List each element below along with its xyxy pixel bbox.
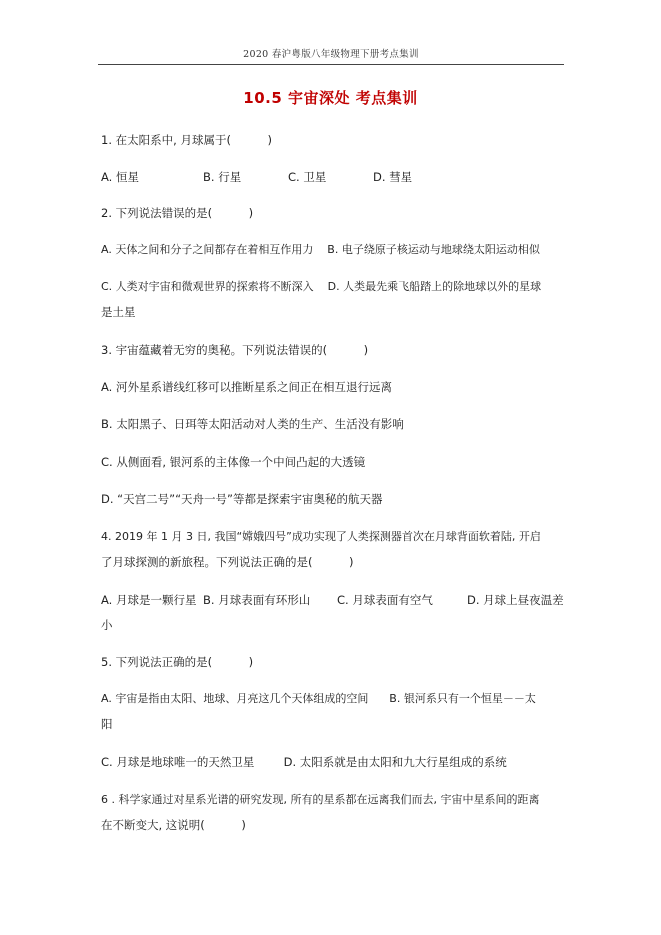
- running-header: 2020 春沪粤版八年级物理下册考点集训: [243, 49, 419, 60]
- question-5-stem: 5. 下列说法正确的是( ): [101, 655, 254, 669]
- question-3-stem: 3. 宇宙蕴藏着无穷的奥秘。下列说法错误的( ): [101, 343, 369, 357]
- question-2-option-d-continued: 是土星: [101, 305, 136, 319]
- question-4-stem-line-2: 了月球探测的新旅程。下列说法正确的是( ): [101, 555, 354, 569]
- question-1-stem: 1. 在太阳系中, 月球属于( ): [101, 133, 272, 147]
- header-rule: [98, 64, 564, 65]
- question-2-stem: 2. 下列说法错误的是( ): [101, 206, 254, 220]
- question-4-option-d-continued: 小: [101, 618, 113, 632]
- question-5-options-cd: C. 月球是地球唯一的天然卫星 D. 太阳系就是由太阳和九大行星组成的系统: [101, 755, 507, 769]
- question-1-option-c: C. 卫星: [288, 170, 327, 184]
- question-4-option-b: B. 月球表面有环形山: [203, 593, 311, 607]
- question-1-option-a: A. 恒星: [101, 170, 139, 184]
- question-2-options-ab: A. 天体之间和分子之间都存在着相互作用力 B. 电子绕原子核运动与地球绕太阳运动相似: [101, 243, 540, 256]
- question-5-options-ab: A. 宇宙是指由太阳、地球、月亮这几个天体组成的空间 B. 银河系只有一个恒星－－太: [101, 692, 536, 705]
- question-4-stem-line-1: 4. 2019 年 1 月 3 日, 我国“嫦娥四号”成功实现了人类探测器首次在月球背面软着陆, 开启: [101, 530, 541, 543]
- question-5-option-b-continued: 阳: [101, 717, 113, 731]
- question-2-options-cd: C. 人类对宇宙和微观世界的探索将不断深入 D. 人类最先乘飞船踏上的除地球以外的星球: [101, 280, 542, 293]
- question-1-option-b: B. 行星: [203, 170, 242, 184]
- question-6-stem-line-1: 6 . 科学家通过对星系光谱的研究发现, 所有的星系都在远离我们而去, 宇宙中星系间的距离: [101, 793, 540, 806]
- question-3-option-a: A. 河外星系谱线红移可以推断星系之间正在相互退行远离: [101, 380, 392, 394]
- question-1-option-d: D. 彗星: [373, 170, 413, 184]
- question-4-option-c: C. 月球表面有空气: [337, 593, 433, 607]
- question-6-stem-line-2: 在不断变大, 这说明( ): [101, 818, 246, 832]
- question-3-option-d: D. “天宫二号”“天舟一号”等都是探索宇宙奥秘的航天器: [101, 492, 383, 506]
- question-4-option-a: A. 月球是一颗行星: [101, 593, 197, 607]
- question-3-option-b: B. 太阳黑子、日珥等太阳活动对人类的生产、生活没有影响: [101, 417, 404, 431]
- question-4-option-d: D. 月球上昼夜温差: [467, 593, 564, 607]
- document-title: 10.5 宇宙深处 考点集训: [243, 89, 418, 107]
- question-3-option-c: C. 从侧面看, 银河系的主体像一个中间凸起的大透镜: [101, 455, 366, 469]
